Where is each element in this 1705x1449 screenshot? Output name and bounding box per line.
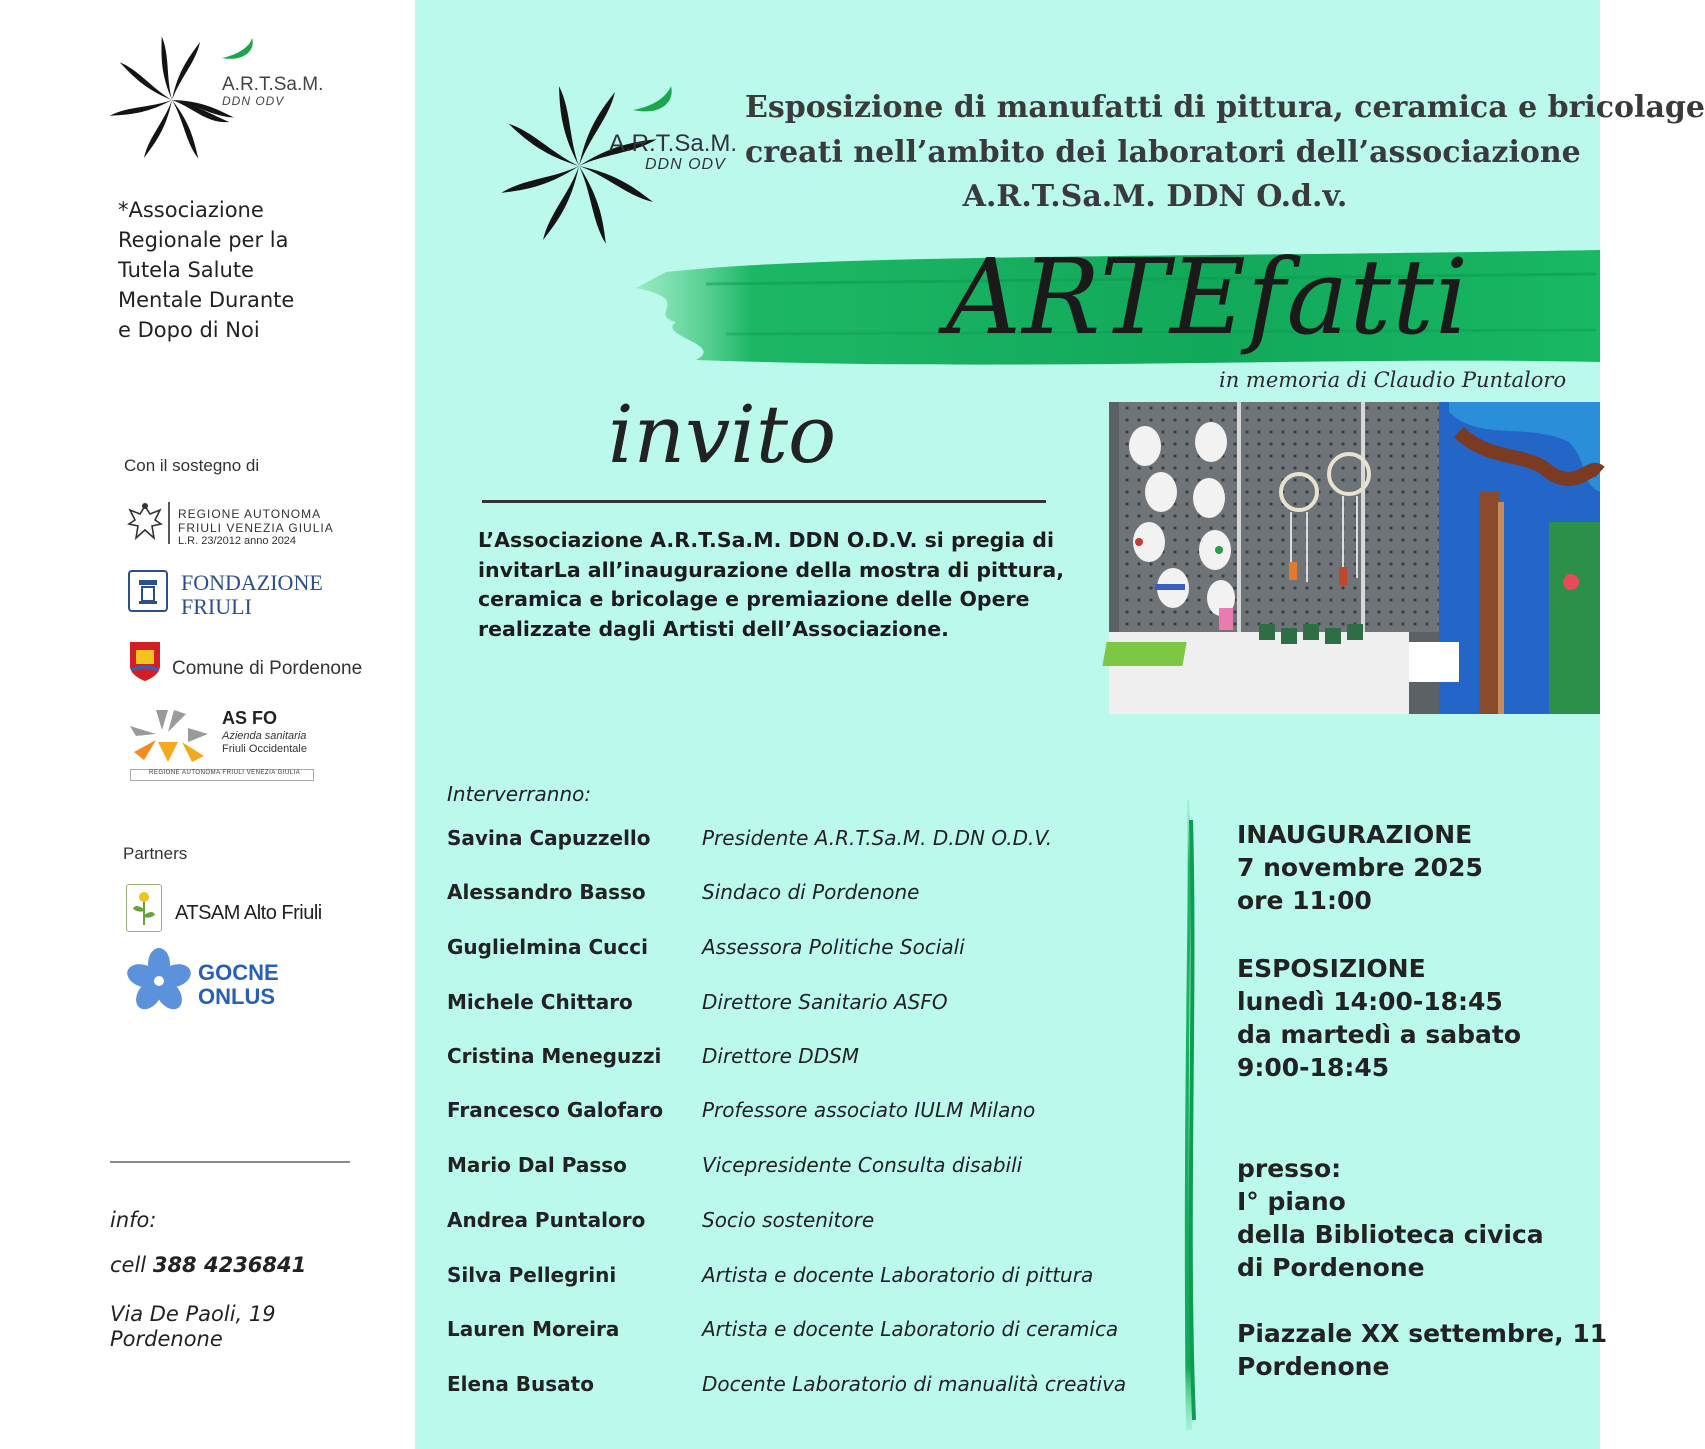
- venue-line2: della Biblioteca civica: [1237, 1220, 1544, 1249]
- venue-line3: di Pordenone: [1237, 1253, 1425, 1282]
- main-logo-name: A.R.T.Sa.M.: [609, 130, 738, 157]
- address-line2: Pordenone: [1237, 1352, 1390, 1381]
- sidebar: [0, 0, 415, 1449]
- speaker-name: Michele Chittaro: [447, 990, 633, 1014]
- cell-number: 388 4236841: [152, 1253, 307, 1277]
- expo-line2: da martedì a sabato: [1237, 1020, 1522, 1049]
- inaug-title: INAUGURAZIONE: [1237, 820, 1473, 849]
- logo-sub: DDN ODV: [222, 94, 285, 108]
- speaker-role: Vicepresidente Consulta disabili: [702, 1153, 1023, 1177]
- title-line: Esposizione di manufatti di pittura, ceramica e bricolage: [745, 90, 1705, 125]
- sidebar-divider: [110, 1161, 350, 1163]
- association-line: e Dopo di Noi: [118, 318, 260, 342]
- speaker-name: Alessandro Basso: [447, 880, 646, 904]
- venue-label: presso:: [1237, 1154, 1342, 1183]
- speaker-name: Savina Capuzzello: [447, 826, 651, 850]
- main-artsam-logo: [515, 84, 745, 239]
- speaker-role: Presidente A.R.T.Sa.M. D.DN O.D.V.: [702, 826, 1053, 850]
- association-line: Tutela Salute: [118, 258, 254, 282]
- asfo-footer-box: [130, 769, 314, 781]
- inaug-date: 7 novembre 2025: [1237, 853, 1483, 882]
- artsam-logo: [122, 36, 324, 161]
- expo-line1: lunedì 14:00-18:45: [1237, 987, 1503, 1016]
- main-logo-sub: DDN ODV: [645, 156, 726, 173]
- speaker-role: Sindaco di Pordenone: [702, 880, 920, 904]
- speakers-label: Interverranno:: [447, 782, 592, 806]
- divider: [168, 502, 170, 544]
- expo-line3: 9:00-18:45: [1237, 1053, 1390, 1082]
- speaker-name: Elena Busato: [447, 1372, 594, 1396]
- invite-underline: [482, 500, 1046, 503]
- speaker-name: Francesco Galofaro: [447, 1098, 664, 1122]
- inaug-time: ore 11:00: [1237, 886, 1372, 915]
- regione-line2: FRIULI VENEZIA GIULIA: [178, 521, 334, 535]
- comune-label: Comune di Pordenone: [172, 658, 363, 679]
- gocne-line2: ONLUS: [198, 984, 275, 1009]
- support-label: Con il sostegno di: [124, 456, 260, 475]
- regione-line3: L.R. 23/2012 anno 2024: [178, 535, 297, 547]
- expo-title: ESPOSIZIONE: [1237, 954, 1426, 983]
- speaker-name: Lauren Moreira: [447, 1317, 620, 1341]
- asfo-line2: Friuli Occidentale: [222, 743, 307, 755]
- eagle-icon: [126, 500, 164, 546]
- address-line1: Via De Paoli, 19: [110, 1302, 276, 1326]
- speaker-name: Mario Dal Passo: [447, 1153, 627, 1177]
- fondazione-line2: FRIULI: [181, 594, 252, 619]
- asfo-title: AS FO: [222, 708, 278, 728]
- speaker-role: Assessora Politiche Sociali: [702, 935, 965, 959]
- brand-title: ARTEfatti: [946, 236, 1470, 358]
- fondazione-icon: [128, 570, 168, 612]
- exhibition-photo: [1109, 402, 1600, 714]
- venue-line1: I° piano: [1237, 1187, 1346, 1216]
- speaker-role: Direttore DDSM: [702, 1044, 860, 1068]
- association-line: Regionale per la: [118, 228, 289, 252]
- info-label: info:: [110, 1208, 157, 1232]
- asfo-line1: Azienda sanitaria: [222, 730, 307, 742]
- regione-line1: REGIONE AUTONOMA: [178, 507, 322, 521]
- atsam-icon: [126, 884, 162, 932]
- address-line2: Pordenone: [110, 1327, 223, 1351]
- title-line: A.R.T.Sa.M. DDN O.d.v.: [962, 179, 1348, 214]
- cell-prefix: cell: [110, 1253, 147, 1277]
- title-line: creati nell’ambito dei laboratori dell’associazione: [745, 135, 1581, 170]
- speaker-role: Professore associato IULM Milano: [702, 1098, 1036, 1122]
- invite-heading: invito: [608, 388, 837, 481]
- gocne-line1: GOCNE: [198, 960, 279, 985]
- comune-crest-icon: [128, 640, 162, 682]
- invite-body: L’Associazione A.R.T.Sa.M. DDN O.D.V. si pregia di invitarLa all’inaugurazione della mostra di pittura, ceramica e bricolage e premiazione delle Opere realizzate dagli Artisti dell’Associazione.: [478, 528, 1064, 641]
- asfo-footer: REGIONE AUTONOMA FRIULI VENEZIA GIULIA: [149, 770, 301, 776]
- speaker-name: Cristina Meneguzzi: [447, 1044, 662, 1068]
- speaker-role: Artista e docente Laboratorio di pittura: [702, 1263, 1094, 1287]
- speaker-role: Direttore Sanitario ASFO: [702, 990, 948, 1014]
- logo-name: A.R.T.Sa.M.: [222, 74, 324, 95]
- gocne-flower-icon: [122, 948, 196, 1014]
- speaker-name: Andrea Puntaloro: [447, 1208, 646, 1232]
- speaker-role: Docente Laboratorio di manualità creativa: [702, 1372, 1127, 1396]
- info-cell: [110, 1253, 306, 1277]
- address-line1: Piazzale XX settembre, 11: [1237, 1319, 1608, 1348]
- speaker-role: Socio sostenitore: [702, 1208, 875, 1232]
- speaker-role: Artista e docente Laboratorio di ceramica: [702, 1317, 1119, 1341]
- asfo-icon: [128, 706, 212, 762]
- association-line: Mentale Durante: [118, 288, 295, 312]
- association-line: *Associazione: [118, 198, 264, 222]
- partners-label: Partners: [123, 844, 188, 863]
- atsam-label: ATSAM Alto Friuli: [175, 902, 322, 924]
- fondazione-line1: FONDAZIONE: [181, 570, 323, 595]
- speaker-name: Guglielmina Cucci: [447, 935, 648, 959]
- vertical-brush: [1178, 800, 1204, 1430]
- memorial-text: in memoria di Claudio Puntaloro: [1219, 368, 1567, 392]
- speaker-name: Silva Pellegrini: [447, 1263, 617, 1287]
